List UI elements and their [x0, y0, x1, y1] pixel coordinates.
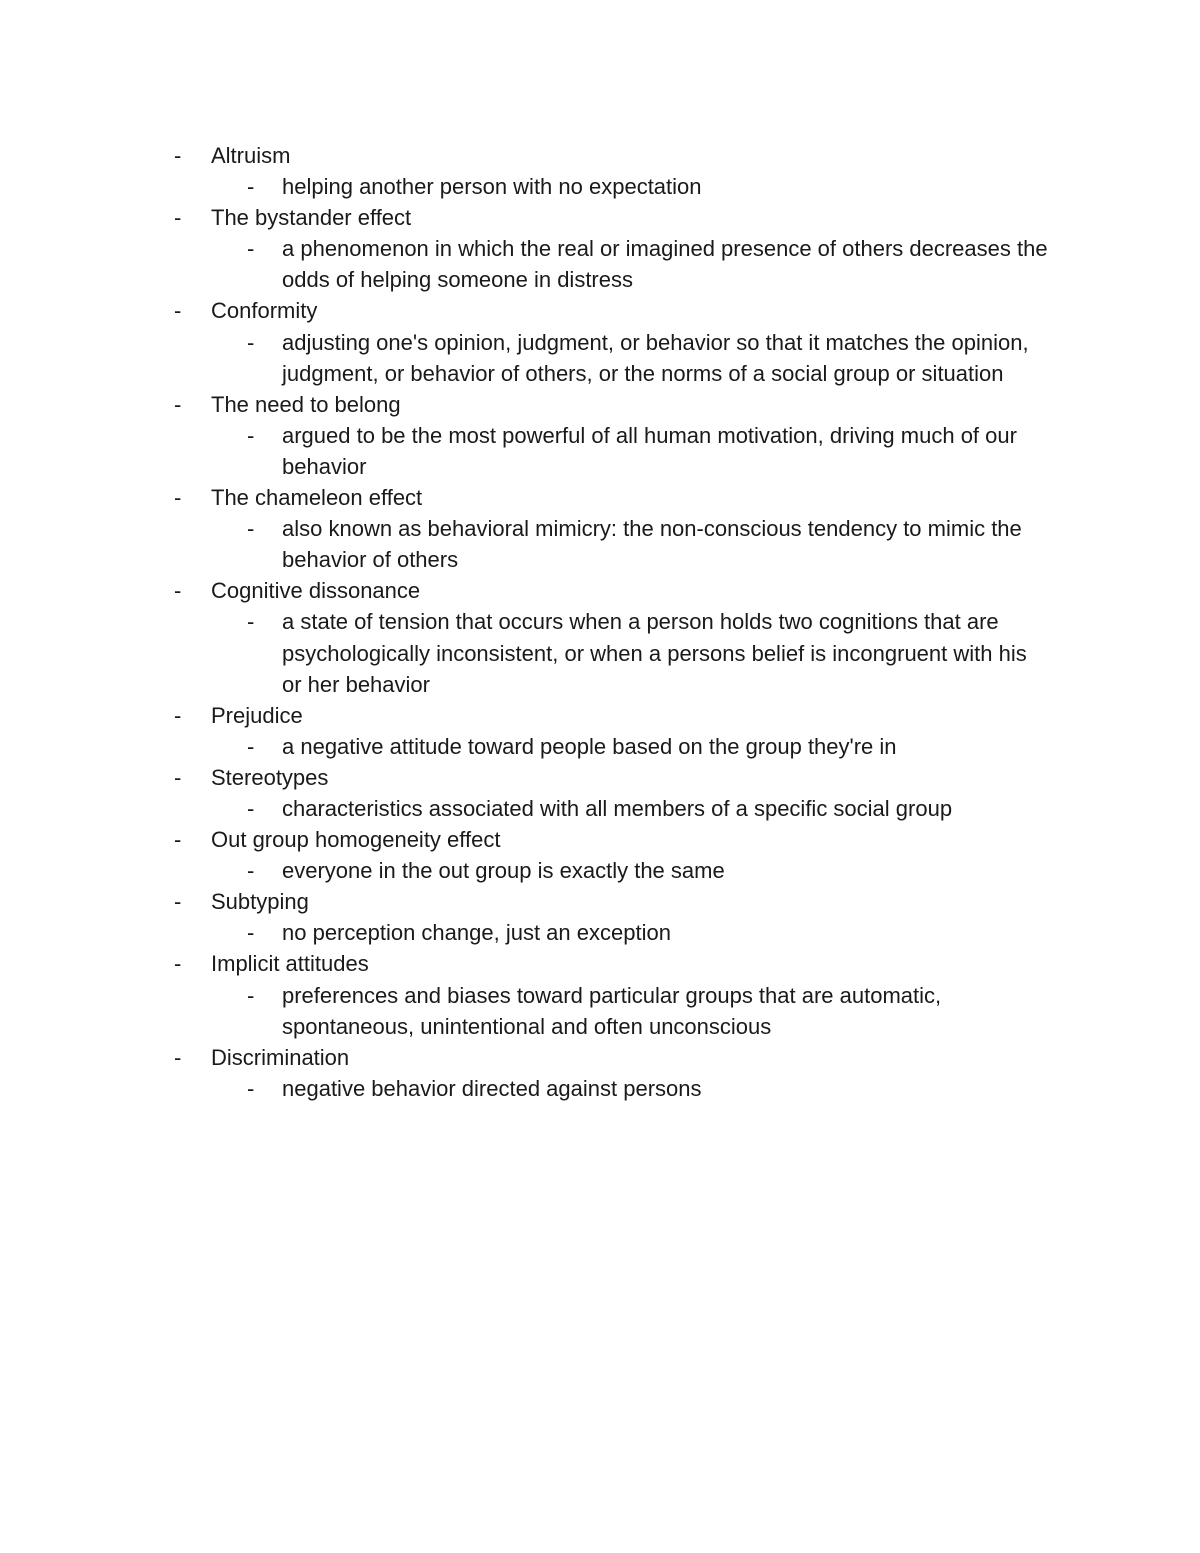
- definition-item: [211, 420, 1052, 482]
- definition-item: [211, 171, 1052, 202]
- bullet-dash: -: [247, 1075, 255, 1101]
- term-label: Implicit attitudes: [211, 951, 369, 977]
- bullet-dash: -: [247, 982, 255, 1008]
- definition-text: a phenomenon in which the real or imagined presence of others decreases the odds of helping someone in distress: [282, 236, 1048, 293]
- list-item: [174, 482, 1074, 575]
- bullet-dash: -: [174, 485, 182, 511]
- list-item: [174, 389, 1074, 482]
- list-item: [174, 295, 1074, 388]
- definition-list: [211, 793, 1074, 824]
- definition-list: [211, 606, 1074, 699]
- bullet-dash: -: [174, 578, 182, 604]
- definition-item: [211, 233, 1052, 295]
- definition-list: [211, 420, 1074, 482]
- bullet-dash: -: [247, 516, 255, 542]
- definition-item: [211, 731, 1052, 762]
- definition-list: [211, 855, 1074, 886]
- definition-text: preferences and biases toward particular groups that are automatic, spontaneous, unintentional and often unconscious: [282, 982, 942, 1039]
- definition-list: [211, 1073, 1074, 1104]
- definition-item: [211, 855, 1052, 886]
- list-item: [174, 700, 1074, 762]
- definition-list: [211, 731, 1074, 762]
- bullet-dash: -: [247, 609, 255, 635]
- definition-item: [211, 1073, 1052, 1104]
- definition-item: [211, 513, 1052, 575]
- list-item: [174, 948, 1074, 1041]
- bullet-dash: -: [174, 702, 182, 728]
- definition-text: argued to be the most powerful of all human motivation, driving much of our behavior: [282, 422, 1017, 479]
- definition-text: a state of tension that occurs when a person holds two cognitions that are psychologically inconsistent, or when a persons belief is incongruent with his or her behavior: [282, 609, 1027, 697]
- term-label: The need to belong: [211, 391, 401, 417]
- list-item: [174, 1042, 1074, 1104]
- term-label: Subtyping: [211, 889, 309, 915]
- bullet-dash: -: [247, 858, 255, 884]
- bullet-dash: -: [247, 733, 255, 759]
- definition-text: everyone in the out group is exactly the same: [282, 858, 725, 884]
- definition-text: helping another person with no expectation: [282, 174, 702, 200]
- list-item: [174, 202, 1074, 295]
- definition-list: [211, 513, 1074, 575]
- bullet-dash: -: [174, 764, 182, 790]
- term-label: Stereotypes: [211, 764, 329, 790]
- definition-text: characteristics associated with all members of a specific social group: [282, 795, 953, 821]
- definition-item: [211, 327, 1052, 389]
- bullet-dash: -: [174, 205, 182, 231]
- definition-item: [211, 793, 1052, 824]
- list-item: [174, 575, 1074, 699]
- definition-item: [211, 606, 1052, 699]
- term-label: Altruism: [211, 143, 291, 168]
- term-label: Conformity: [211, 298, 318, 324]
- list-item: [174, 886, 1074, 948]
- definition-list: [211, 327, 1074, 389]
- bullet-dash: -: [247, 422, 255, 448]
- bullet-dash: -: [247, 236, 255, 262]
- term-label: Discrimination: [211, 1044, 350, 1070]
- bullet-dash: -: [174, 951, 182, 977]
- term-label: Out group homogeneity effect: [211, 827, 501, 853]
- bullet-dash: -: [247, 795, 255, 821]
- definition-item: [211, 980, 1052, 1042]
- term-label: Prejudice: [211, 702, 303, 728]
- definition-text: also known as behavioral mimicry: the non-conscious tendency to mimic the behavior of others: [282, 516, 1022, 573]
- list-item: [174, 762, 1074, 824]
- bullet-dash: -: [247, 174, 255, 200]
- bullet-dash: -: [174, 1044, 182, 1070]
- bullet-dash: -: [174, 827, 182, 853]
- definition-list: [211, 171, 1074, 202]
- term-label: Cognitive dissonance: [211, 578, 421, 604]
- list-item: [174, 140, 1074, 202]
- definition-text: adjusting one's opinion, judgment, or behavior so that it matches the opinion, judgment, or behavior of others, or the norms of a social group or situation: [282, 329, 1029, 386]
- bullet-dash: -: [174, 889, 182, 915]
- bullet-dash: -: [247, 329, 255, 355]
- definition-item: [211, 917, 1052, 948]
- notes-list: [174, 140, 1074, 1104]
- bullet-dash: -: [174, 143, 182, 168]
- bullet-dash: -: [174, 298, 182, 324]
- definition-list: [211, 980, 1074, 1042]
- definition-list: [211, 233, 1074, 295]
- definition-text: no perception change, just an exception: [282, 920, 671, 946]
- term-label: The chameleon effect: [211, 485, 423, 511]
- definition-text: negative behavior directed against persons: [282, 1075, 702, 1101]
- term-label: The bystander effect: [211, 205, 412, 231]
- bullet-dash: -: [247, 920, 255, 946]
- definition-text: a negative attitude toward people based on the group they're in: [282, 733, 897, 759]
- list-item: [174, 824, 1074, 886]
- bullet-dash: -: [174, 391, 182, 417]
- definition-list: [211, 917, 1074, 948]
